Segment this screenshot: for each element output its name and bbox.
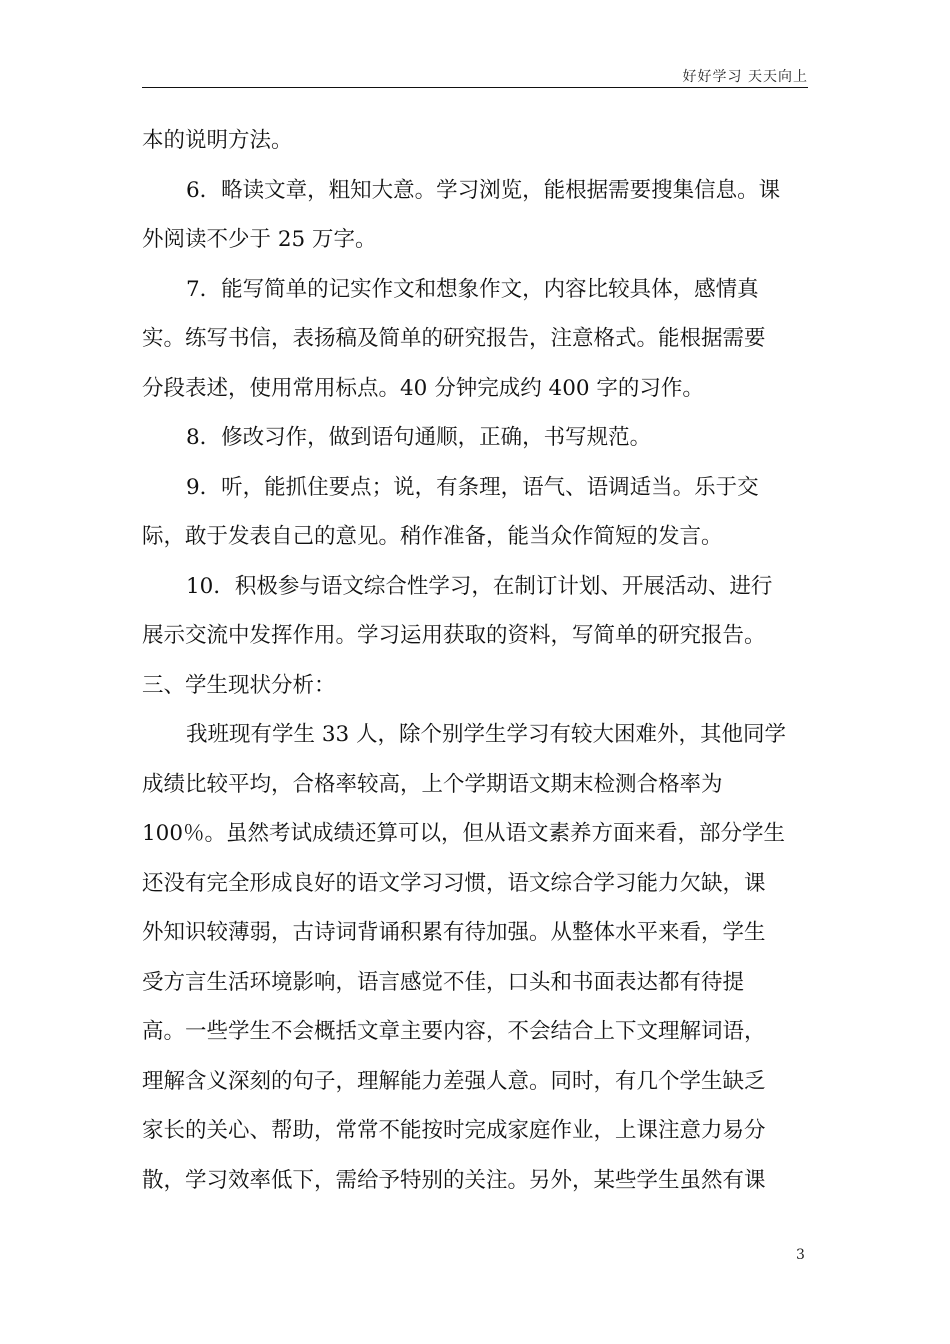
body-text (142, 116, 809, 1205)
text-line: 分段表述，使用常用标点。40 分钟完成约 400 字的习作。 (142, 375, 704, 401)
text-line: 10．积极参与语文综合性学习，在制订计划、开展活动、进行 (186, 573, 773, 599)
text-line: 还没有完全形成良好的语文学习习惯，语文综合学习能力欠缺，课 (142, 870, 766, 896)
text-line: 成绩比较平均，合格率较高，上个学期语文期末检测合格率为 (142, 771, 723, 797)
text-line: 9．听，能抓住要点；说，有条理，语气、语调适当。乐于交 (186, 474, 759, 500)
text-line: 7．能写简单的记实作文和想象作文，内容比较具体，感情真 (186, 276, 759, 302)
text-line: 高。一些学生不会概括文章主要内容，不会结合上下文理解词语， (142, 1019, 766, 1044)
page-header-text: 好好学习 天天向上 (682, 69, 808, 85)
text-line: 家长的关心、帮助，常常不能按时完成家庭作业，上课注意力易分 (142, 1118, 766, 1143)
text-line: 外知识较薄弱，古诗词背诵积累有待加强。从整体水平来看，学生 (142, 920, 766, 945)
text-line: 三、学生现状分析： (142, 672, 336, 698)
text-line: 本的说明方法。 (142, 128, 293, 153)
text-line: 外阅读不少于 25 万字。 (142, 227, 377, 252)
text-line: 理解含义深刻的句子，理解能力差强人意。同时，有几个学生缺乏 (142, 1068, 766, 1094)
text-line: 8．修改习作，做到语句通顺，正确，书写规范。 (186, 425, 652, 450)
text-line: 受方言生活环境影响，语言感觉不佳，口头和书面表达都有待提 (142, 969, 745, 995)
header-divider (142, 87, 808, 88)
page-number: 3 (796, 1247, 805, 1263)
text-line: 我班现有学生 33 人，除个别学生学习有较大困难外，其他同学 (186, 722, 787, 747)
text-line: 100％。虽然考试成绩还算可以，但从语文素养方面来看，部分学生 (142, 821, 786, 846)
text-line: 实。练写书信，表扬稿及简单的研究报告，注意格式。能根据需要 (142, 326, 766, 351)
text-line: 6．略读文章，粗知大意。学习浏览，能根据需要搜集信息。课 (186, 177, 781, 203)
text-line: 展示交流中发挥作用。学习运用获取的资料，写简单的研究报告。 (142, 623, 766, 648)
text-line: 际，敢于发表自己的意见。稍作准备，能当众作简短的发言。 (142, 524, 723, 549)
text-line: 散，学习效率低下，需给予特别的关注。另外，某些学生虽然有课 (142, 1167, 766, 1193)
